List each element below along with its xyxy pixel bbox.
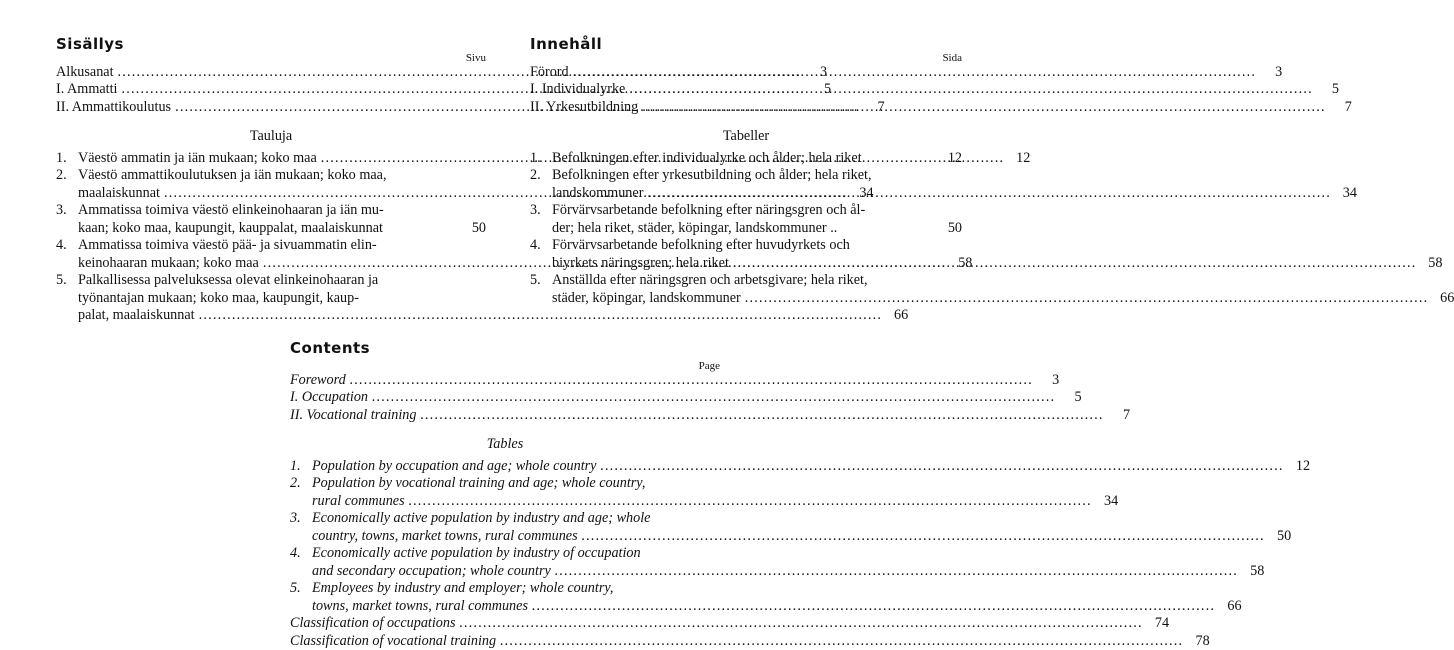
table-entry[interactable]: 3. Economically active population by industry and age; whole country, towns, market towns, rural communes ..... 50 (290, 510, 720, 545)
table-entry[interactable]: 4. Economically active population by industry of occupation and secondary occupation; whole country ..... 58 (290, 545, 720, 580)
toc-item[interactable]: Foreword ..... 3 (290, 372, 720, 390)
english-heading: Contents (290, 340, 720, 358)
english-items (290, 372, 720, 425)
table-entry[interactable]: 1. Population by occupation and age; whole country ..... 12 (290, 458, 720, 476)
swedish-tables-heading: Tabeller (530, 128, 962, 146)
toc-item[interactable]: I. Ammatti ..... 5 (56, 81, 486, 99)
swedish-page-label: Sida (530, 52, 962, 64)
table-entry[interactable]: 1. Befolkningen efter individualyrke och ålder; hela riket 12 (530, 150, 962, 168)
finnish-items (56, 64, 486, 117)
table-entry[interactable]: 4. Ammatissa toimiva väestö pää- ja sivuammatin elin- keinohaaran mukaan; koko maa ..... 58 (56, 237, 486, 272)
swedish-contents (530, 36, 962, 307)
table-entry[interactable]: 2. Population by vocational training and age; whole country, rural communes ..... 34 (290, 475, 720, 510)
table-entry[interactable]: 4. Förvärvsarbetande befolkning efter huvudyrkets och biyrkets näringsgren; hela riket ..... 58 (530, 237, 962, 272)
english-tables (290, 458, 720, 650)
finnish-tables (56, 150, 486, 325)
table-entry[interactable]: 5. Palkallisessa palveluksessa olevat elinkeinohaaran ja työnantajan mukaan; koko maa, kaupungit, kaup- palat, maalaiskunnat ..... 66 (56, 272, 486, 325)
swedish-heading: Innehåll (530, 36, 962, 54)
toc-item[interactable]: II. Vocational training ..... 7 (290, 407, 720, 425)
toc-item[interactable]: Förord ..... 3 (530, 64, 962, 82)
toc-item[interactable]: II. Ammattikoulutus ..... 7 (56, 99, 486, 117)
english-page-label: Page (290, 360, 720, 372)
table-entry[interactable]: 3. Förvärvsarbetande befolkning efter näringsgren och ål- der; hela riket, städer, köpingar, landskommuner .. 50 (530, 202, 962, 237)
finnish-tables-heading: Tauluja (56, 128, 486, 146)
table-entry[interactable]: 5. Anställda efter näringsgren och arbetsgivare; hela riket, städer, köpingar, landskommuner ..... 66 (530, 272, 962, 307)
toc-item[interactable]: I. Individualyrke ..... 5 (530, 81, 962, 99)
table-entry[interactable]: 2. Väestö ammattikoulutuksen ja iän mukaan; koko maa, maalaiskunnat ..... 34 (56, 167, 486, 202)
toc-item[interactable]: Classification of occupations ..... 74 (290, 615, 720, 633)
finnish-page-label: Sivu (56, 52, 486, 64)
toc-item[interactable]: Classification of vocational training ..... 78 (290, 633, 720, 650)
toc-item[interactable]: I. Occupation ..... 5 (290, 389, 720, 407)
table-entry[interactable]: 3. Ammatissa toimiva väestö elinkeinohaaran ja iän mu- kaan; koko maa, kaupungit, kauppalat, maalaiskunnat 50 (56, 202, 486, 237)
toc-item[interactable]: Alkusanat ..... 3 (56, 64, 486, 82)
finnish-heading: Sisällys (56, 36, 486, 54)
swedish-tables (530, 150, 962, 308)
table-entry[interactable]: 1. Väestö ammatin ja iän mukaan; koko maa ..... 12 (56, 150, 486, 168)
toc-item[interactable]: II. Yrkesutbildning ..... 7 (530, 99, 962, 117)
finnish-contents (56, 36, 486, 325)
swedish-items (530, 64, 962, 117)
english-contents (290, 340, 720, 650)
english-tables-heading: Tables (290, 436, 720, 454)
table-entry[interactable]: 2. Befolkningen efter yrkesutbildning och ålder; hela riket, landskommuner ..... 34 (530, 167, 962, 202)
table-entry[interactable]: 5. Employees by industry and employer; whole country, towns, market towns, rural communes ..... 66 (290, 580, 720, 615)
